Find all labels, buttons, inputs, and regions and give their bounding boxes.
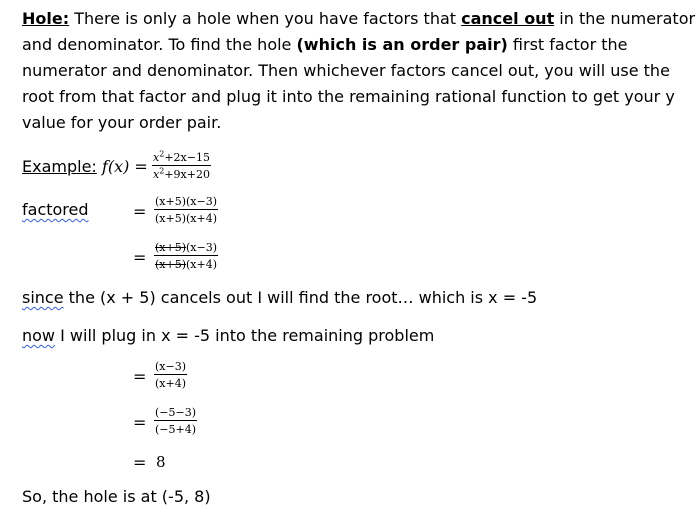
plug-text: I will plug in x = -5 into the remaining problem xyxy=(55,326,435,345)
intro-text: first factor the xyxy=(507,35,628,54)
equals-sign: = xyxy=(133,413,147,432)
denominator-terms: +9x+20 xyxy=(164,168,210,181)
now-word: now xyxy=(22,326,56,345)
step2-denominator: (−5+4) xyxy=(155,423,197,436)
equals-sign: = xyxy=(133,248,147,267)
result-value: 8 xyxy=(156,453,166,471)
cancelled-fraction xyxy=(154,241,218,271)
intro-line-5: value for your order pair. xyxy=(22,113,222,132)
step2-numerator: (−5−3) xyxy=(155,406,197,419)
example-fraction xyxy=(152,151,211,181)
intro-text: in the numerator xyxy=(554,9,696,28)
hole-term: Hole: xyxy=(22,9,70,28)
cancel-out-term: cancel out xyxy=(461,9,555,28)
since-word: since xyxy=(22,288,64,307)
intro-text: and denominator. To find the hole xyxy=(22,35,297,54)
example-numerator xyxy=(152,151,211,166)
root-text: the (x + 5) cancels out I will find the root… which is x = -5 xyxy=(63,288,538,307)
order-pair-note: (which is an order pair) xyxy=(296,35,508,54)
exponent: 2 xyxy=(159,166,165,176)
exponent: 2 xyxy=(159,149,165,159)
plug-line xyxy=(22,326,434,345)
factored-row xyxy=(22,200,89,219)
example-label-row xyxy=(22,157,148,176)
var-x: x xyxy=(153,151,160,164)
step1-fraction xyxy=(154,360,187,390)
step1-numerator: (x−3) xyxy=(155,360,187,373)
intro-paragraph xyxy=(22,6,696,136)
equals-sign: = xyxy=(133,367,147,386)
example-denominator xyxy=(152,166,211,181)
factored-label: factored xyxy=(22,200,89,219)
intro-line-4: root from that factor and plug it into the remaining rational function to get your y xyxy=(22,87,675,106)
intro-line-1 xyxy=(22,6,696,32)
cancelled-factor: (x+5) xyxy=(155,241,187,254)
cancelled-factor: (x+5) xyxy=(155,258,187,271)
equals-sign: = xyxy=(133,202,147,221)
cancelled-denominator xyxy=(154,256,218,271)
factored-denominator: (x+5)(x+4) xyxy=(155,212,218,225)
equals-sign: = xyxy=(133,453,147,472)
intro-line-2 xyxy=(22,32,692,58)
intro-line-3: numerator and denominator. Then whichever factors cancel out, you will use the xyxy=(22,61,670,80)
var-x: x xyxy=(153,168,160,181)
factored-fraction xyxy=(154,195,218,225)
remaining-factor: (x−3) xyxy=(186,241,218,254)
example-label: Example: xyxy=(22,157,97,176)
factored-numerator: (x+5)(x−3) xyxy=(155,195,218,208)
intro-text: There is only a hole when you have factors that xyxy=(69,9,462,28)
cancelled-numerator xyxy=(154,241,218,256)
root-line xyxy=(22,288,537,307)
conclusion: So, the hole is at (-5, 8) xyxy=(22,487,211,506)
function-name: f(x) = xyxy=(101,157,148,176)
step2-fraction xyxy=(154,406,197,436)
step1-denominator: (x+4) xyxy=(155,377,187,390)
remaining-factor: (x+4) xyxy=(186,258,218,271)
numerator-terms: +2x−15 xyxy=(164,151,210,164)
